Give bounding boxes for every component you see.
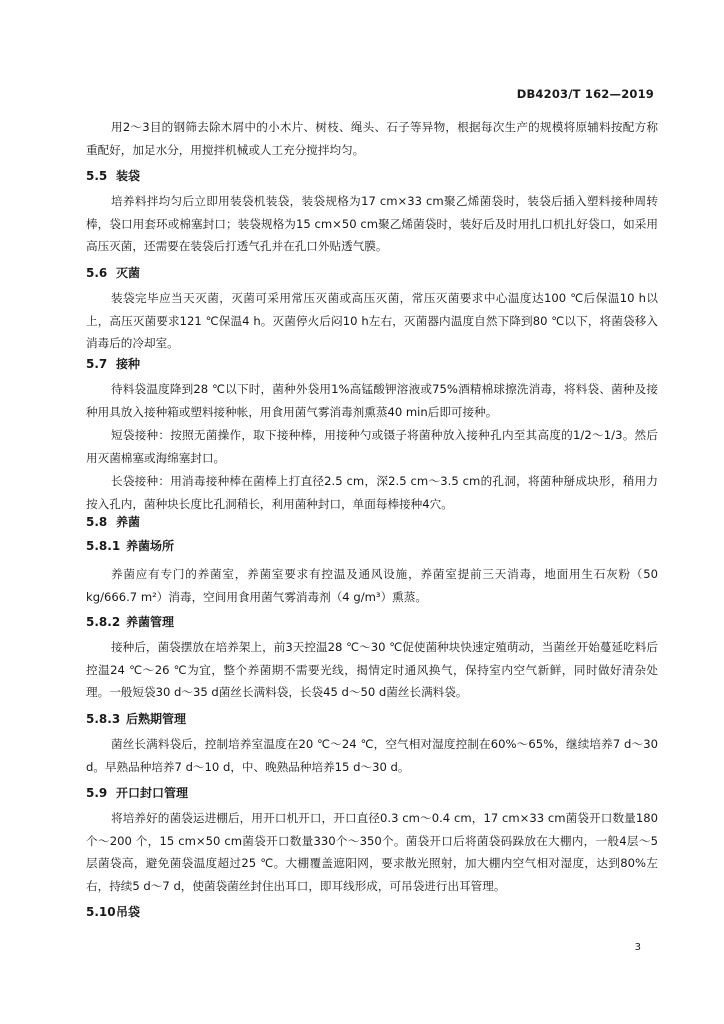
heading-5-8-3	[86, 710, 186, 727]
paragraph-bagging: 培养料拌均匀后立即用装袋机装袋，装袋规格为17 cm×33 cm聚乙烯菌袋时，装袋后插入塑料接种周转棒，袋口用套环或棉塞封口；装袋规格为15 cm×50 cm聚乙烯菌袋时，装好后及时用扎口机扎好袋口，如采用高压灭菌，还需要在装袋后打透气孔并在孔口外贴透气膜。	[86, 194, 658, 254]
heading-title: 吊袋	[116, 905, 141, 919]
heading-5-8-2	[86, 613, 174, 630]
heading-number: 5.9	[86, 786, 108, 800]
heading-number: 5.6	[86, 266, 108, 280]
paragraph-cultivation-site: 养菌应有专门的养菌室，养菌室要求有控温及通风设施，养菌室提前三天消毒，地面用生石灰粉（50 kg/666.7 m²）消毒，空间用食用菌气雾消毒剂（4 g/m³）熏蒸。	[86, 567, 658, 604]
heading-5-5	[86, 167, 140, 184]
heading-5-7	[86, 355, 140, 372]
paragraph-long-bag-inoculation: 长袋接种：用消毒接种棒在菌棒上打直径2.5 cm，深2.5 cm～3.5 cm的孔洞，将菌种掰成块形，稍用力按入孔内，菌种块长度比孔洞稍长，利用菌种封口，单面每棒接种4穴。	[86, 474, 658, 511]
paragraph-cultivation-management: 接种后，菌袋摆放在培养架上，前3天控温28 ℃～30 ℃促使菌种块快速定殖萌动，当菌丝开始蔓延吃料后控温24 ℃～26 ℃为宜，整个养菌期不需要光线，揭情定时通风换气，保持室内空气新鲜，同时做好清杂处理。一般短袋30 d～35 d菌丝长满料袋，长袋45 d～50 d菌丝长满料袋。	[86, 640, 658, 700]
heading-5-9	[86, 784, 188, 801]
heading-number: 5.10	[86, 905, 116, 919]
paragraph-sterilization: 装袋完毕应当天灭菌，灭菌可采用常压灭菌或高压灭菌，常压灭菌要求中心温度达100 ℃后保温10 h以上，高压灭菌要求121 ℃保温4 h。灭菌停火后闷10 h左右，灭菌器内温度自然下降到80 ℃以下，将菌袋移入消毒后的冷却室。	[86, 291, 658, 351]
paragraph-opening-sealing: 将培养好的菌袋运进棚后，用开口机开口，开口直径0.3 cm～0.4 cm，17 cm×33 cm菌袋开口数量180 个～200 个，15 cm×50 cm菌袋开口数量330个～350个。菌袋开口后将菌袋码跺放在大棚内，一般4层～5层菌袋高，避免菌袋温度超过25 ℃。大棚覆盖遮阳网，要求散光照射，加大棚内空气相对湿度，达到80%左右，持续5 d～7 d，使菌袋菌丝封住出耳口，即耳线形成，可吊袋进行出耳管理。	[86, 811, 658, 893]
heading-5-8	[86, 513, 140, 530]
heading-title: 养菌场所	[126, 539, 175, 553]
heading-number: 5.5	[86, 169, 108, 183]
page-number: 3	[634, 942, 641, 953]
heading-5-6	[86, 264, 140, 281]
heading-number: 5.8	[86, 515, 108, 529]
paragraph-raw-material-preparation: 用2～3目的钢筛去除木屑中的小木片、树枝、绳头、石子等异物，根据每次生产的规模将原辅料按配方称重配好，加足水分，用搅拌机械或人工充分搅拌均匀。	[86, 120, 658, 157]
heading-title: 装袋	[116, 169, 141, 183]
heading-title: 开口封口管理	[116, 786, 189, 800]
heading-title: 后熟期管理	[126, 712, 187, 726]
heading-title: 养菌管理	[126, 615, 175, 629]
heading-title: 养菌	[116, 515, 141, 529]
heading-title: 接种	[116, 357, 141, 371]
paragraph-short-bag-inoculation: 短袋接种：按照无菌操作，取下接种棒，用接种勺或镊子将菌种放入接种孔内至其高度的1/2～1/3。然后用灭菌棉塞或海绵塞封口。	[86, 428, 658, 465]
paragraph-inoculation: 待料袋温度降到28 ℃以下时，菌种外袋用1%高锰酸钾溶液或75%酒精棉球擦洗消毒，将料袋、菌种及接种用具放入接种箱或塑料接种帐，用食用菌气雾消毒剂熏蒸40 min后即可接种。	[86, 382, 658, 419]
heading-number: 5.8.1	[86, 539, 121, 553]
heading-5-8-1	[86, 537, 174, 554]
heading-title: 灭菌	[116, 266, 141, 280]
paragraph-post-ripening: 菌丝长满料袋后，控制培养室温度在20 ℃～24 ℃，空气相对湿度控制在60%～65%，继续培养7 d～30 d。早熟品种培养7 d～10 d，中、晚熟品种培养15 d～30 d。	[86, 737, 658, 774]
heading-number: 5.7	[86, 357, 108, 371]
heading-number: 5.8.3	[86, 712, 121, 726]
heading-number: 5.8.2	[86, 615, 121, 629]
heading-5-10	[86, 903, 140, 920]
document-code: DB4203/T 162—2019	[516, 87, 654, 101]
